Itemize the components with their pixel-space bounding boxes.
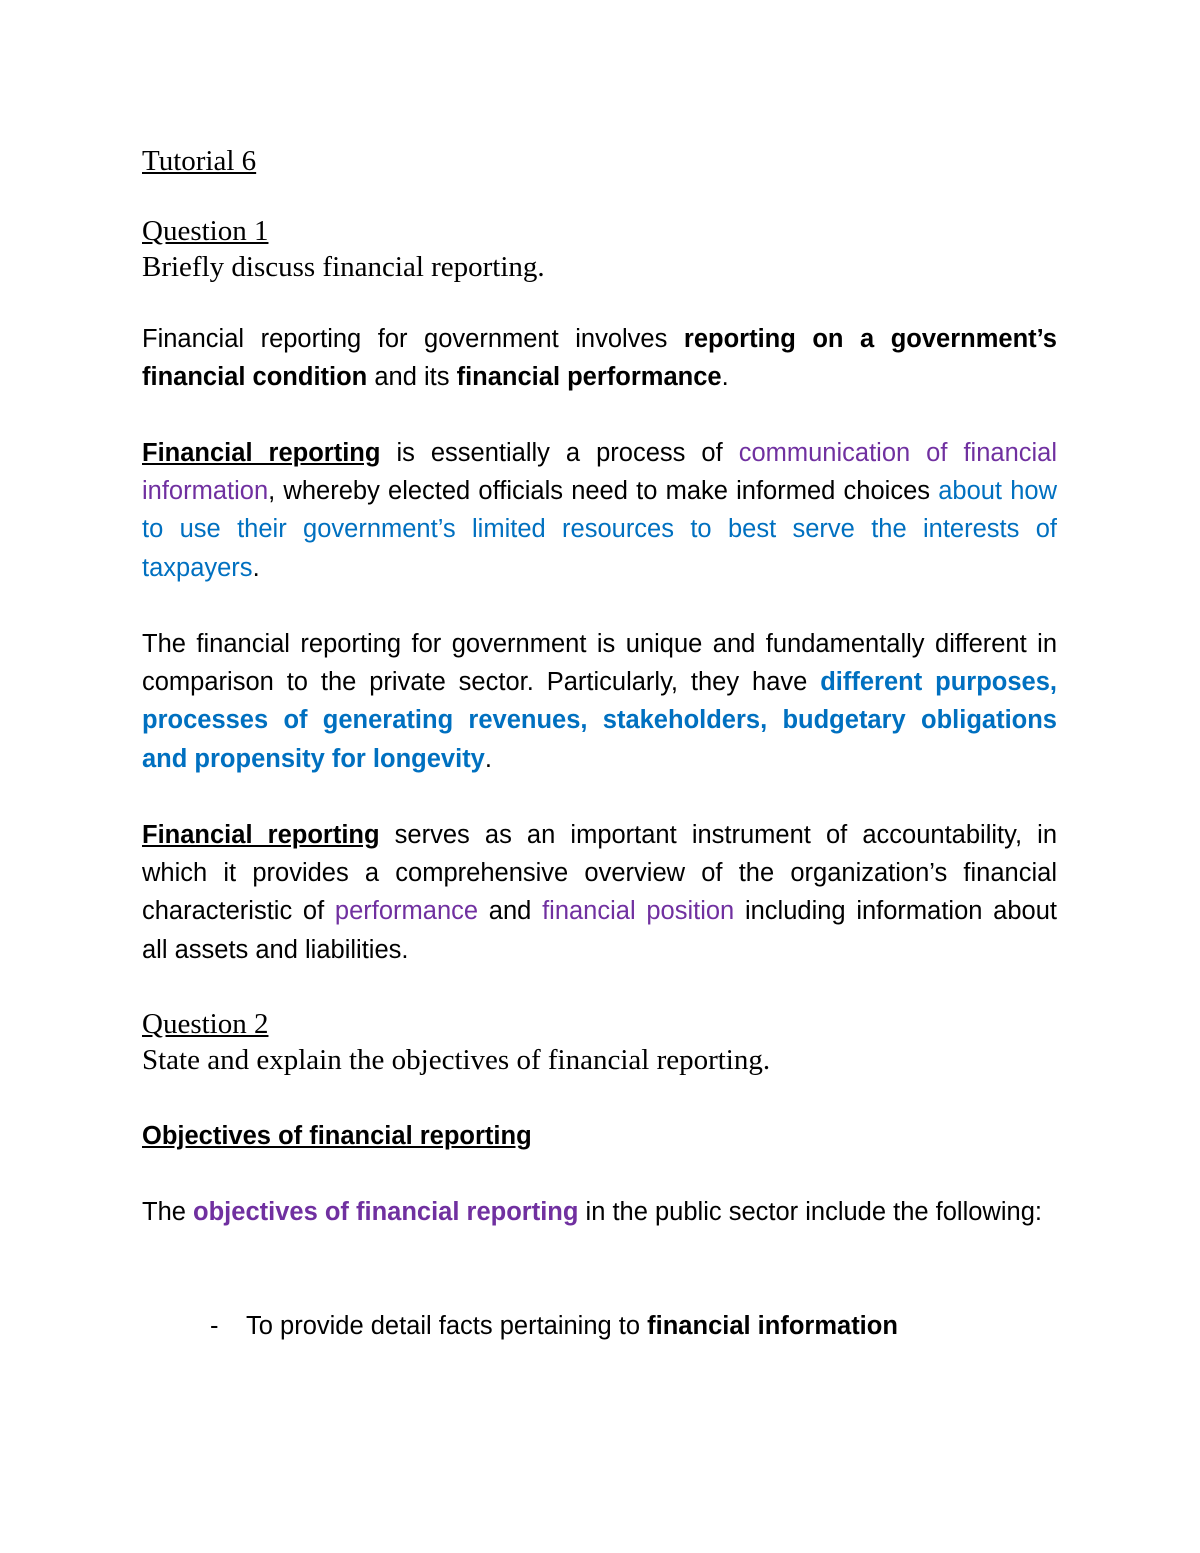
objectives-heading: Objectives of financial reporting — [142, 1122, 532, 1150]
question-2-heading: Question 2 — [142, 1008, 269, 1040]
paragraph-4-text: and — [478, 897, 543, 926]
bullet-item-bold: financial information — [647, 1312, 898, 1340]
paragraph-1-text: and its — [367, 363, 457, 392]
paragraph-3-blue-bold-phrase: different purposes, processes of generating revenues, stakeholders, budgetary obligations and propensity for longevity — [142, 668, 1057, 773]
paragraph-4-text: serves as an important instrument of accountability, in which it provides a comprehensive overview of the organization’s financial characteristic of — [142, 821, 1058, 926]
paragraph-2-text: , whereby elected officials need to make informed choices — [268, 477, 939, 506]
question-2-prompt: State and explain the objectives of financial reporting. — [142, 1044, 771, 1076]
paragraph-1-text: . — [721, 363, 729, 392]
paragraph-1 — [142, 320, 1057, 396]
paragraph-5-purple-bold-phrase: objectives of financial reporting — [193, 1198, 579, 1226]
paragraph-5-text: in the public sector include the following: — [578, 1198, 1042, 1226]
paragraph-4 — [142, 816, 1057, 969]
bullet-item-text: To provide detail facts pertaining to — [246, 1312, 648, 1340]
paragraph-4-purple-position: financial position — [542, 897, 735, 926]
page-title: Tutorial 6 — [142, 145, 257, 177]
paragraph-2-purple-phrase: communication of financial information — [142, 439, 1058, 506]
paragraph-1-text: Financial reporting for government involves — [142, 325, 684, 353]
paragraph-5-text: The — [142, 1198, 194, 1226]
bullet-item — [246, 1307, 898, 1345]
paragraph-1-bold-performance: financial performance — [456, 363, 722, 392]
paragraph-5 — [142, 1193, 1057, 1231]
question-1-heading: Question 1 — [142, 215, 269, 247]
paragraph-4-purple-performance: performance — [334, 897, 479, 926]
paragraph-2-blue-phrase: about how to use their government’s limited resources to best serve the interests of taxpayers — [142, 477, 1057, 582]
paragraph-4-text: including information about all assets and liabilities. — [142, 897, 1057, 964]
question-1-prompt: Briefly discuss financial reporting. — [142, 251, 545, 283]
paragraph-3 — [142, 625, 1057, 778]
paragraph-4-term: Financial reporting — [142, 821, 380, 849]
paragraph-3-text: . — [484, 744, 492, 773]
paragraph-2-text: is essentially a process of — [380, 439, 739, 467]
paragraph-1-bold-condition: reporting on a government’s financial condition — [142, 325, 1057, 392]
paragraph-2-term: Financial reporting — [142, 439, 381, 467]
paragraph-3-text: The financial reporting for government is unique and fundamentally different in comparison to the private sector. Particularly, they have — [142, 630, 1057, 697]
bullet-marker: - — [210, 1312, 219, 1340]
paragraph-2-text: . — [252, 553, 260, 582]
paragraph-2 — [142, 434, 1057, 587]
